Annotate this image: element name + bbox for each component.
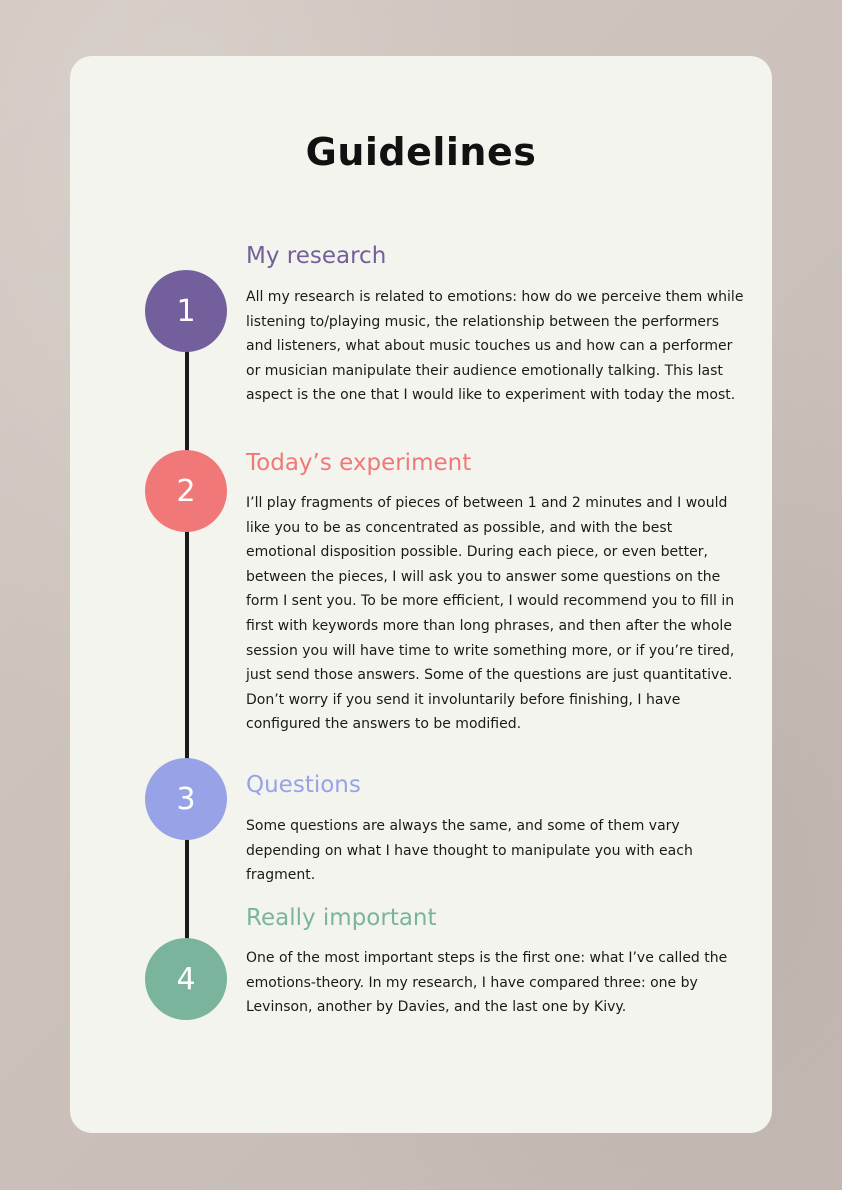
section-body-todays-experiment: I’ll play fragments of pieces of between 1 and 2 minutes and I would like you to be as concentrated as possible, and with the best emotional disposition possible. During each piece, or even better, between the pieces, I will ask you to answer some questions on the form I sent you. To be more efficient, I would recommend you to fill in first with keywords more than long phrases, and then after the whole session you will have time to write something more, or if you’re tired, just send those answers. Some of the questions are just quantitative. Don’t worry if you send it involuntarily before finishing, I have configured the answers to be modified. <box>246 495 735 733</box>
section-body-questions: Some questions are always the same, and some of them vary depending on what I have thought to manipulate you with each fragment. <box>246 818 693 884</box>
section-body-really-important: One of the most important steps is the first one: what I’ve called the emotions-theory. In my research, I have compared three: one by Levinson, another by Davies, and the last one by Kivy. <box>246 950 728 1016</box>
step-2-circle <box>145 450 227 532</box>
timeline-line <box>185 310 189 980</box>
section-heading-todays-experiment: Today’s experiment <box>246 450 472 476</box>
page-title: Guidelines <box>305 130 537 174</box>
section-heading-questions: Questions <box>246 772 361 798</box>
step-3-number: 3 <box>176 781 196 817</box>
step-1-number: 1 <box>176 293 196 329</box>
step-1-circle <box>145 270 227 352</box>
section-body-my-research: All my research is related to emotions: how do we perceive them while listening to/playing music, the relationship between the performers and listeners, what about music touches us and how can a performer or musician manipulate their audience emotionally talking. This last aspect is the one that I would like to experiment with today the most. <box>246 289 744 404</box>
step-3-circle <box>145 758 227 840</box>
step-4-number: 4 <box>176 961 196 997</box>
section-heading-really-important: Really important <box>246 905 437 931</box>
step-2-number: 2 <box>176 473 196 509</box>
step-4-circle <box>145 938 227 1020</box>
section-heading-my-research: My research <box>246 243 387 269</box>
